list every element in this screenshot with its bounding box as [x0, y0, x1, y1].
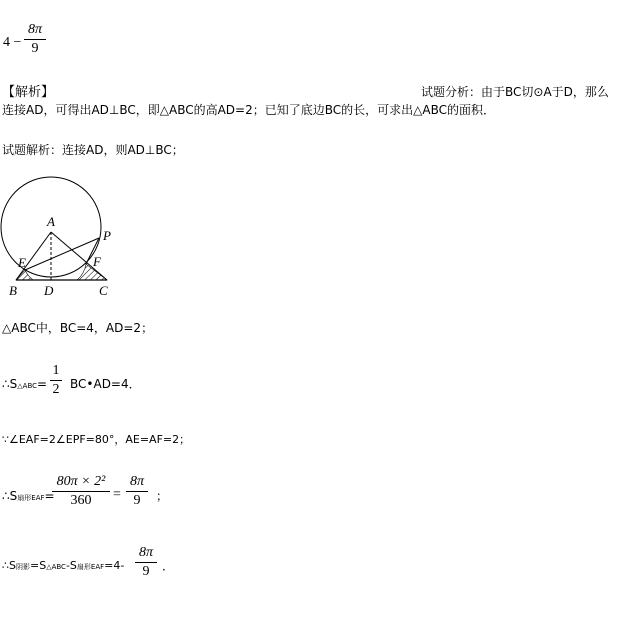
angle-line: ∵∠EAF=2∠EPF=80°，AE=AF=2；: [2, 433, 191, 446]
top-answer-lead: 4 −: [3, 35, 22, 50]
solution-line1: 试题解析：连接AD，则AD⊥BC；: [2, 143, 184, 157]
sector-result-fraction: 8π 9: [126, 474, 148, 509]
top-answer-denominator: 9: [31, 41, 39, 56]
area-line-rest: BC•AD=4．: [70, 377, 141, 391]
top-answer-numerator: 8π: [27, 22, 42, 37]
label-c: C: [99, 283, 108, 298]
sector-equals: =: [113, 487, 121, 502]
label-a: A: [47, 214, 55, 229]
label-d: D: [44, 283, 54, 298]
label-b: B: [9, 283, 17, 298]
shade-fraction: 8π 9: [135, 545, 157, 580]
analysis-header: 【解析】: [2, 85, 55, 100]
shaded-region-left: [16, 270, 33, 280]
sector-fraction: 80π × 2² 360: [52, 474, 110, 509]
top-answer-fraction: [24, 22, 46, 57]
label-f: F: [93, 254, 101, 269]
solution-given: △ABC中，BC=4，AD=2；: [2, 321, 154, 335]
geometry-diagram: [0, 172, 130, 302]
sector-end: ；: [156, 489, 169, 503]
area-line-prefix: ∴S△ABC=: [2, 377, 48, 391]
analysis-intro-right: 试题分析：由于BC切⊙A于D，那么: [421, 85, 609, 99]
label-p: P: [103, 228, 111, 243]
label-e: E: [18, 255, 26, 270]
sector-line-prefix: ∴S扇形EAF=: [2, 489, 55, 503]
shade-end: ．: [162, 559, 175, 573]
shade-line-prefix: ∴S阴影=S△ABC-S扇形EAF=4-: [2, 559, 125, 572]
analysis-intro-line2: 连接AD，可得出AD⊥BC，即△ABC的高AD=2；已知了底边BC的长，可求出△ABC的面积．: [2, 103, 495, 117]
area-fraction: 1 2: [50, 363, 62, 398]
